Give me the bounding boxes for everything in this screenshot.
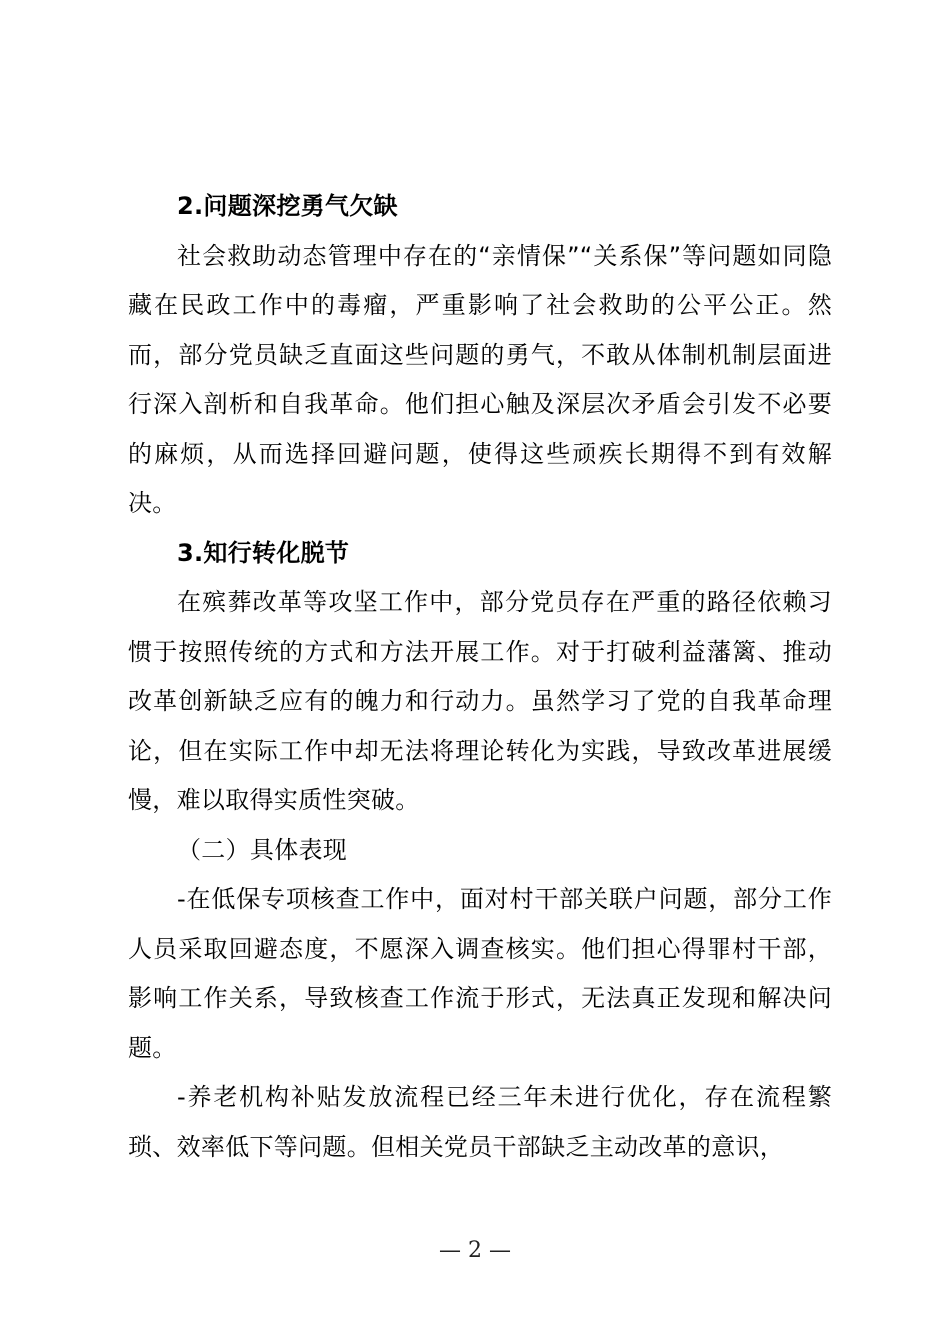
paragraph-elderly-subsidy: -养老机构补贴发放流程已经三年未进行优化，存在流程繁琐、效率低下等问题。但相关党员干部缺乏主动改革的意识，: [128, 1083, 832, 1161]
subsection-heading-specific-manifestations: （二）具体表现: [177, 835, 348, 864]
section-heading-knowledge-action: 3.知行转化脱节: [177, 538, 350, 567]
paragraph-dibao-verification: -在低保专项核查工作中，面对村干部关联户问题，部分工作人员采取回避态度，不愿深入调查核实。他们担心得罪村干部，影响工作关系，导致核查工作流于形式，无法真正发现和解决问题。: [128, 885, 832, 1062]
paragraph-social-assistance: 社会救助动态管理中存在的“亲情保”“关系保”等问题如同隐藏在民政工作中的毒瘤，严重影响了社会救助的公平公正。然而，部分党员缺乏直面这些问题的勇气，不敢从体制机制层面进行深入剖析和自我革命。他们担心触及深层次矛盾会引发不必要的麻烦，从而选择回避问题，使得这些顽疾长期得不到有效解决。: [128, 241, 832, 517]
section-heading-problem-courage: 2.问题深挖勇气欠缺: [177, 192, 398, 220]
page-number: — 2 —: [439, 1238, 511, 1263]
document-body: [128, 182, 832, 1172]
paragraph-funeral-reform: 在殡葬改革等攻坚工作中，部分党员存在严重的路径依赖习惯于按照传统的方式和方法开展工作。对于打破利益藩篱、推动改革创新缺乏应有的魄力和行动力。虽然学习了党的自我革命理论，但在实际工作中却无法将理论转化为实践，导致改革进展缓慢，难以取得实质性突破。: [128, 588, 832, 814]
